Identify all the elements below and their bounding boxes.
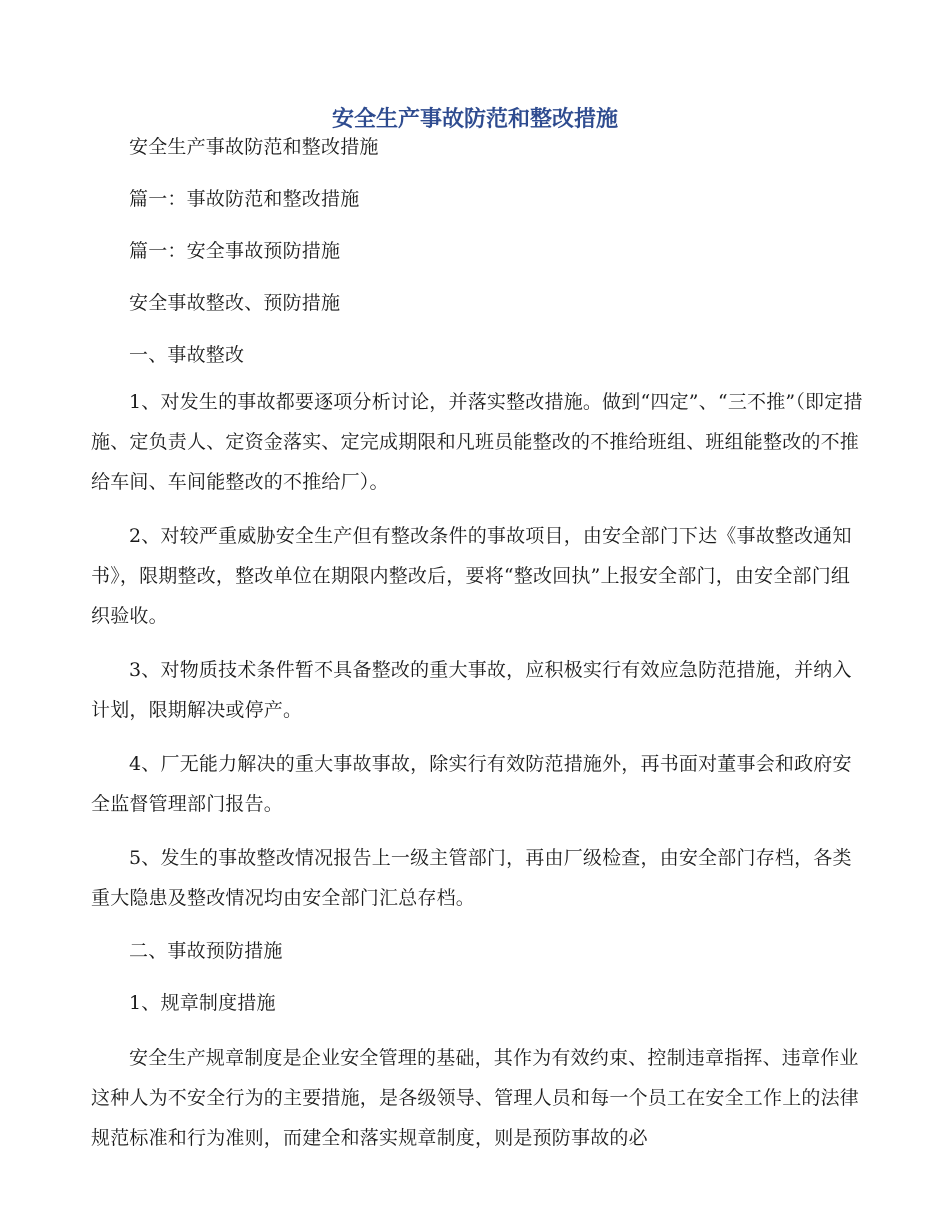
paragraph: 安全生产事故防范和整改措施 [129,136,379,158]
paragraph: 5、发生的事故整改情况报告上一级主管部门，再由厂级检查，由安全部门存档，各类重大隐患及整改情况均由安全部门汇总存档。 [91,847,852,909]
document-title: 安全生产事故防范和整改措施 [331,107,618,132]
paragraph: 1、对发生的事故都要逐项分析讨论，并落实整改措施。做到“四定”、“三不推”（即定措施、定负责人、定资金落实、定完成期限和凡班员能整改的不推给班组、班组能整改的不推给车间、车间能整改的不推给厂）。 [91,391,863,493]
paragraph: 2、对较严重威胁安全生产但有整改条件的事故项目，由安全部门下达《事故整改通知书》，限期整改，整改单位在期限内整改后，要将“整改回执”上报安全部门，由安全部门组织验收。 [91,525,852,627]
paragraph: 二、事故预防措施 [129,940,283,962]
document-body [91,134,863,1172]
paragraph: 篇一：事故防范和整改措施 [129,188,360,210]
paragraph: 安全事故整改、预防措施 [129,292,341,314]
paragraph: 1、规章制度措施 [129,992,276,1014]
paragraph: 3、对物质技术条件暂不具备整改的重大事故，应积极实行有效应急防范措施，并纳入计划，限期解决或停产。 [91,659,852,721]
paragraph: 安全生产规章制度是企业安全管理的基础，其作为有效约束、控制违章指挥、违章作业这种人为不安全行为的主要措施，是各级领导、管理人员和每一个员工在安全工作上的法律规范标准和行为准则，而建全和落实规章制度，则是预防事故的必 [91,1047,860,1149]
paragraph: 4、厂无能力解决的重大事故事故，除实行有效防范措施外，再书面对董事会和政府安全监督管理部门报告。 [91,753,852,815]
paragraph: 篇一：安全事故预防措施 [129,240,341,262]
paragraph: 一、事故整改 [129,344,245,366]
